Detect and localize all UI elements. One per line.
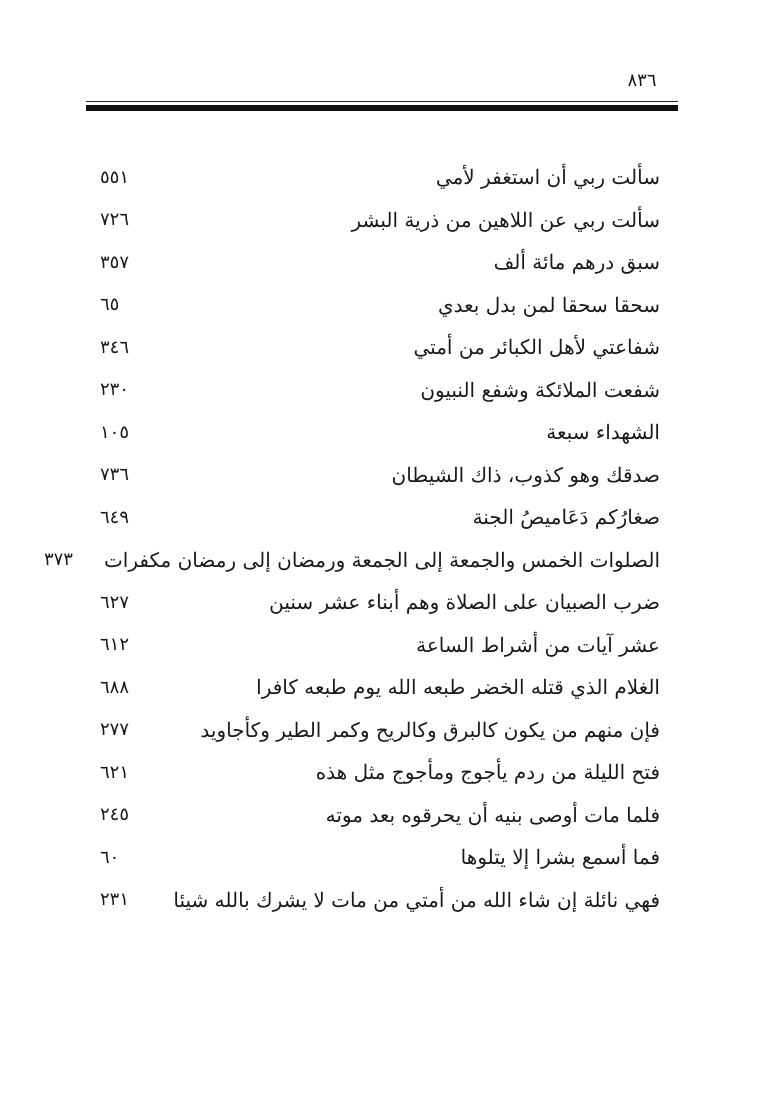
hadith-index-list [43, 156, 660, 921]
entry-page-number: ٥٥١ [100, 166, 130, 188]
index-entry [100, 284, 660, 327]
index-entry [100, 241, 660, 284]
entry-text: فما أسمع بشرا إلا يتلوها [460, 845, 660, 870]
entry-page-number: ١٠٥ [100, 421, 130, 443]
entry-page-number: ٣٤٦ [100, 336, 130, 358]
entry-page-number: ٦١٢ [100, 634, 130, 656]
index-entry [100, 496, 660, 539]
entry-page-number: ٣٥٧ [100, 251, 130, 273]
index-entry [43, 539, 660, 582]
index-entry [100, 369, 660, 412]
entry-text: فإن منهم من يكون كالبرق وكالريح وكمر الطير وكأجاويد [200, 717, 660, 742]
index-entry [100, 199, 660, 242]
entry-page-number: ٧٢٦ [100, 209, 130, 231]
header-rule-thick [86, 105, 678, 111]
entry-text: فتح الليلة من ردم يأجوج ومأجوج مثل هذه [315, 760, 660, 785]
index-entry [100, 794, 660, 837]
entry-text: عشر آيات من أشراط الساعة [416, 632, 660, 657]
index-entry [100, 751, 660, 794]
entry-text: سألت ربي أن استغفر لأمي [435, 165, 660, 190]
entry-text: فهي نائلة إن شاء الله من أمتي من مات لا يشرك بالله شيئا [173, 887, 660, 912]
index-entry [100, 411, 660, 454]
entry-text: فلما مات أوصى بنيه أن يحرقوه بعد موته [325, 802, 660, 827]
entry-text: سبق درهم مائة ألف [493, 250, 660, 275]
entry-page-number: ٢٣١ [100, 889, 130, 911]
entry-text: شفعت الملائكة وشفع النبيون [420, 377, 660, 402]
entry-text: الشهداء سبعة [546, 420, 660, 445]
entry-page-number: ٣٧٣ [43, 549, 73, 571]
index-entry [100, 666, 660, 709]
entry-text: شفاعتي لأهل الكبائر من أمتي [413, 335, 660, 360]
entry-page-number: ٢٧٧ [100, 719, 130, 741]
entry-page-number: ٦٠ [100, 846, 120, 868]
header-rule-thin [86, 101, 678, 102]
entry-text: سألت ربي عن اللاهين من ذرية البشر [351, 207, 660, 232]
entry-page-number: ٦٨٨ [100, 676, 130, 698]
index-entry [100, 156, 660, 199]
index-entry [100, 709, 660, 752]
entry-text: الغلام الذي قتله الخضر طبعه الله يوم طبعه كافرا [256, 675, 660, 700]
entry-text: الصلوات الخمس والجمعة إلى الجمعة ورمضان إلى رمضان مكفرات [103, 547, 660, 572]
entry-page-number: ٦٢٧ [100, 591, 130, 613]
index-entry [100, 836, 660, 879]
index-entry [100, 326, 660, 369]
entry-page-number: ٢٣٠ [100, 379, 130, 401]
entry-page-number: ٢٤٥ [100, 804, 130, 826]
entry-page-number: ٦٥ [100, 294, 120, 316]
entry-page-number: ٦٢١ [100, 761, 130, 783]
entry-text: سحقا سحقا لمن بدل بعدي [437, 292, 660, 317]
index-entry [100, 624, 660, 667]
entry-page-number: ٦٤٩ [100, 506, 130, 528]
entry-text: صدقك وهو كذوب، ذاك الشيطان [391, 462, 660, 487]
index-entry [100, 581, 660, 624]
page-number: ٨٣٦ [627, 70, 657, 91]
index-entry [100, 879, 660, 922]
entry-text: صغارُكم دَعَاميصُ الجنة [472, 505, 660, 530]
index-entry [100, 454, 660, 497]
entry-page-number: ٧٣٦ [100, 464, 130, 486]
entry-text: ضرب الصبيان على الصلاة وهم أبناء عشر سنين [269, 590, 660, 615]
